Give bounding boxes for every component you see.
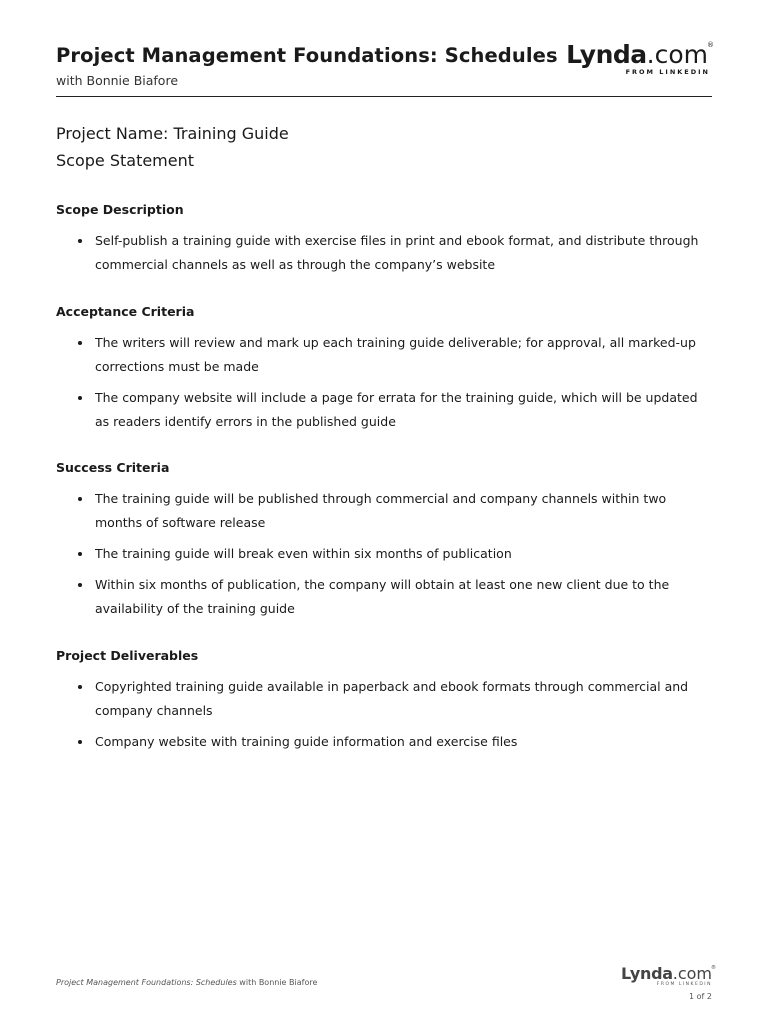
list-item (95, 730, 712, 754)
list-item (95, 573, 712, 621)
list-item (95, 675, 712, 723)
list-item-text: The writers will review and mark up each training guide deliverable; for approval, all marked-up corrections must be made (95, 335, 696, 374)
bullet-icon (78, 239, 82, 243)
footer-logo-suffix: .com (672, 964, 712, 983)
section-success-criteria (56, 460, 712, 628)
bullet-icon (78, 740, 82, 744)
lynda-logo (566, 40, 714, 82)
page-header (56, 40, 712, 97)
footer-logo-brand: Lynda (621, 964, 673, 983)
bullet-list (56, 675, 712, 754)
bullet-icon (78, 552, 82, 556)
project-name: Project Name: Training Guide (56, 124, 289, 143)
logo-brand: Lynda (566, 40, 647, 69)
bullet-icon (78, 583, 82, 587)
list-item-text: Within six months of publication, the company will obtain at least one new client due to the availability of the training guide (95, 577, 670, 616)
bullet-icon (78, 685, 82, 689)
footer-logo-tagline: FROM LINKEDIN (656, 982, 712, 987)
page-number: 1 of 2 (689, 992, 712, 1001)
footer-logo-registered-mark: ® (711, 965, 716, 971)
section-acceptance-criteria (56, 304, 712, 441)
list-item (95, 542, 712, 566)
list-item-text: The training guide will break even within six months of publication (95, 546, 512, 561)
logo-registered-mark: ® (707, 41, 714, 49)
list-item-text: Company website with training guide information and exercise files (95, 734, 518, 749)
list-item-text: Self-publish a training guide with exercise files in print and ebook format, and distribute through commercial channels as well as through the company’s website (95, 233, 699, 272)
list-item-text: Copyrighted training guide available in paperback and ebook formats through commercial and company channels (95, 679, 689, 718)
footer-course-title: Project Management Foundations: Schedules (56, 978, 237, 987)
bullet-icon (78, 396, 82, 400)
document-subtitle: Scope Statement (56, 151, 195, 170)
list-item (95, 229, 712, 277)
section-project-deliverables (56, 648, 712, 761)
footer-course-line (56, 978, 317, 987)
section-heading: Acceptance Criteria (56, 304, 195, 319)
logo-tagline: FROM LINKEDIN (625, 68, 710, 76)
section-heading: Success Criteria (56, 460, 170, 475)
bullet-icon (78, 341, 82, 345)
list-item-text: The company website will include a page for errata for the training guide, which will be updated as readers identify errors in the published guide (95, 390, 698, 429)
logo-suffix: .com (646, 40, 708, 69)
bullet-list (56, 487, 712, 621)
bullet-icon (78, 497, 82, 501)
section-heading: Project Deliverables (56, 648, 199, 663)
course-author: with Bonnie Biafore (56, 73, 179, 88)
list-item (95, 386, 712, 434)
footer-author: with Bonnie Biafore (239, 978, 318, 987)
list-item-text: The training guide will be published through commercial and company channels within two months of software release (95, 491, 667, 530)
list-item (95, 331, 712, 379)
section-heading: Scope Description (56, 202, 184, 217)
section-scope-description (56, 202, 712, 284)
list-item (95, 487, 712, 535)
bullet-list (56, 331, 712, 434)
course-title: Project Management Foundations: Schedules (56, 44, 558, 67)
bullet-list (56, 229, 712, 277)
footer-lynda-logo (612, 966, 716, 986)
